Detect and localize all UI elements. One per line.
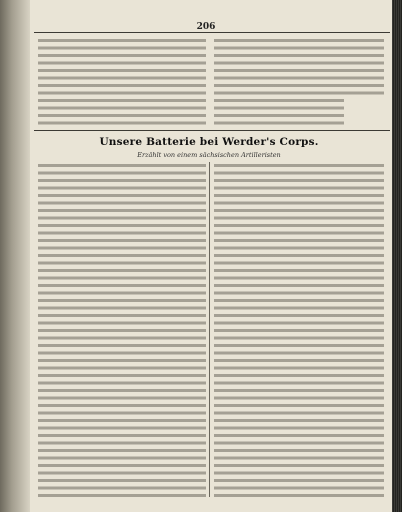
header-rule [34,32,390,33]
text-column-left [38,162,206,498]
text-column-left-top [38,37,206,127]
article-title: Unsere Batterie bei Werder's Corps. [99,136,319,148]
page-gutter [0,0,30,512]
text-column-right-top [214,37,384,127]
section-rule-top [34,130,390,131]
book-page-edges [392,0,402,512]
column-divider [209,162,210,497]
text-column-right [214,162,384,498]
article-subtitle: Erzählt von einem sächsischen Artilleristen [137,151,281,159]
page-number: 206 [196,22,216,32]
